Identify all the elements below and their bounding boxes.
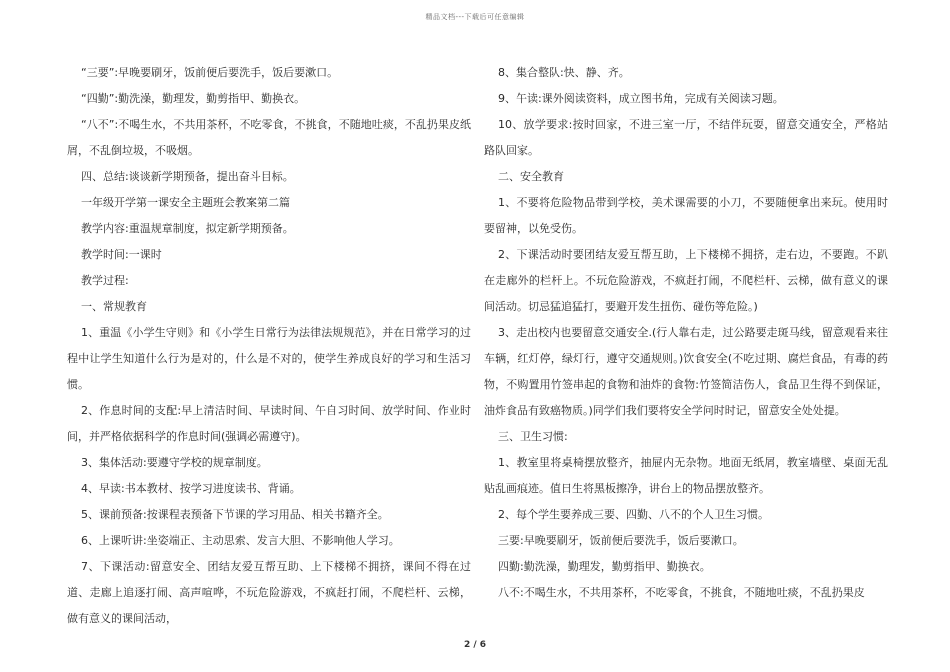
paragraph: 2、作息时间的支配:早上清洁时间、早读时间、午自习时间、放学时间、作业时间，并严格依据科学的作息时间(强调必需遵守)。 [67,404,471,443]
paragraph: 5、课前预备:按课程表预备下节课的学习用品、相关书籍齐全。 [81,508,389,521]
paragraph: 教学内容:重温规章制度，拟定新学期预备。 [81,222,294,235]
paragraph: 6、上课听讲:坐姿端正、主动思索、发言大胆、不影响他人学习。 [81,534,400,547]
paragraph: “四勤”:勤洗澡，勤理发，勤剪指甲、勤换衣。 [81,92,306,105]
paragraph: 1、重温《小学生守则》和《小学生日常行为法律法规规范》，并在日常学习的过程中让学生知道什么行为是对的，什么是不对的，使学生养成良好的学习和生活习惯。 [67,326,471,391]
paragraph: “三要”:早晚要刷牙，饭前便后要洗手，饭后要漱口。 [81,66,339,79]
right-column [484,60,888,606]
paragraph: 八不:不喝生水，不共用茶杯，不吃零食，不挑食，不随地吐痰，不乱扔果皮 [498,586,865,599]
page-header: 精品文档---下载后可任意编辑 [425,13,525,21]
paragraph: 8、集合整队:快、静、齐。 [498,66,630,79]
paragraph: 教学时间:一课时 [81,248,162,261]
paragraph: 2、下课活动时要团结友爱互帮互助，上下楼梯不拥挤，走右边，不要跑。不趴在走廊外的栏杆上。不玩危险游戏，不疯赶打闹，不爬栏杆、云梯，做有意义的课间活动。切忌猛追猛打，要避开发生扭伤、碰伤等危险。) [484,248,888,313]
left-column [67,60,471,632]
paragraph: 2、每个学生要养成三要、四勤、八不的个人卫生习惯。 [498,508,769,521]
paragraph: 4、早读:书本教材、按学习进度读书、背诵。 [81,482,301,495]
page-number: 2 / 6 [463,640,487,650]
paragraph: 1、不要将危险物品带到学校，美术课需要的小刀，不要随便拿出来玩。使用时要留神，以免受伤。 [484,196,888,235]
paragraph: 1、教室里将桌椅摆放整齐，抽屉内无杂物。地面无纸屑，教室墙壁、桌面无乱贴乱画痕迹。值日生将黑板擦净，讲台上的物品摆放整齐。 [484,456,888,495]
paragraph: 三要:早晚要刷牙，饭前便后要洗手，饭后要漱口。 [498,534,744,547]
paragraph: 9、午读:课外阅读资料，成立图书角，完成有关阅读习题。 [498,92,784,105]
paragraph: 教学过程: [81,274,129,287]
section-heading: 二、安全教育 [498,170,564,183]
paragraph: 四勤:勤洗澡，勤理发，勤剪指甲、勤换衣。 [498,560,711,573]
section-title: 一年级开学第一课安全主题班会教案第二篇 [81,196,290,209]
paragraph: 四、总结:谈谈新学期预备，提出奋斗目标。 [81,170,294,183]
section-heading: 一、常规教育 [81,300,147,313]
paragraph: 10、放学要求:按时回家，不进三室一厅，不结伴玩耍，留意交通安全，严格站路队回家。 [484,118,888,157]
paragraph: 3、走出校内也要留意交通安全.(行人靠右走，过公路要走斑马线，留意观看来往车辆，红灯停，绿灯行，遵守交通规则。)饮食安全(不吃过期、腐烂食品，有毒的药物，不购置用竹签串起的食物和油炸的食物:竹签简洁伤人，食品卫生得不到保证，油炸食品有致癌物质。)同学们我们要将安全学问时时记，留意安全处处提。 [484,326,888,417]
section-heading: 三、卫生习惯: [498,430,568,443]
paragraph: 3、集体活动:要遵守学校的规章制度。 [81,456,268,469]
paragraph: “八不”:不喝生水，不共用茶杯，不吃零食，不挑食，不随地吐痰，不乱扔果皮纸屑，不乱倒垃圾，不吸烟。 [67,118,471,157]
paragraph: 7、下课活动:留意安全、团结友爱互帮互助、上下楼梯不拥挤，课间不得在过道、走廊上追逐打闹、高声喧哗，不玩危险游戏，不疯赶打闹，不爬栏杆、云梯，做有意义的课间活动， [67,560,471,625]
